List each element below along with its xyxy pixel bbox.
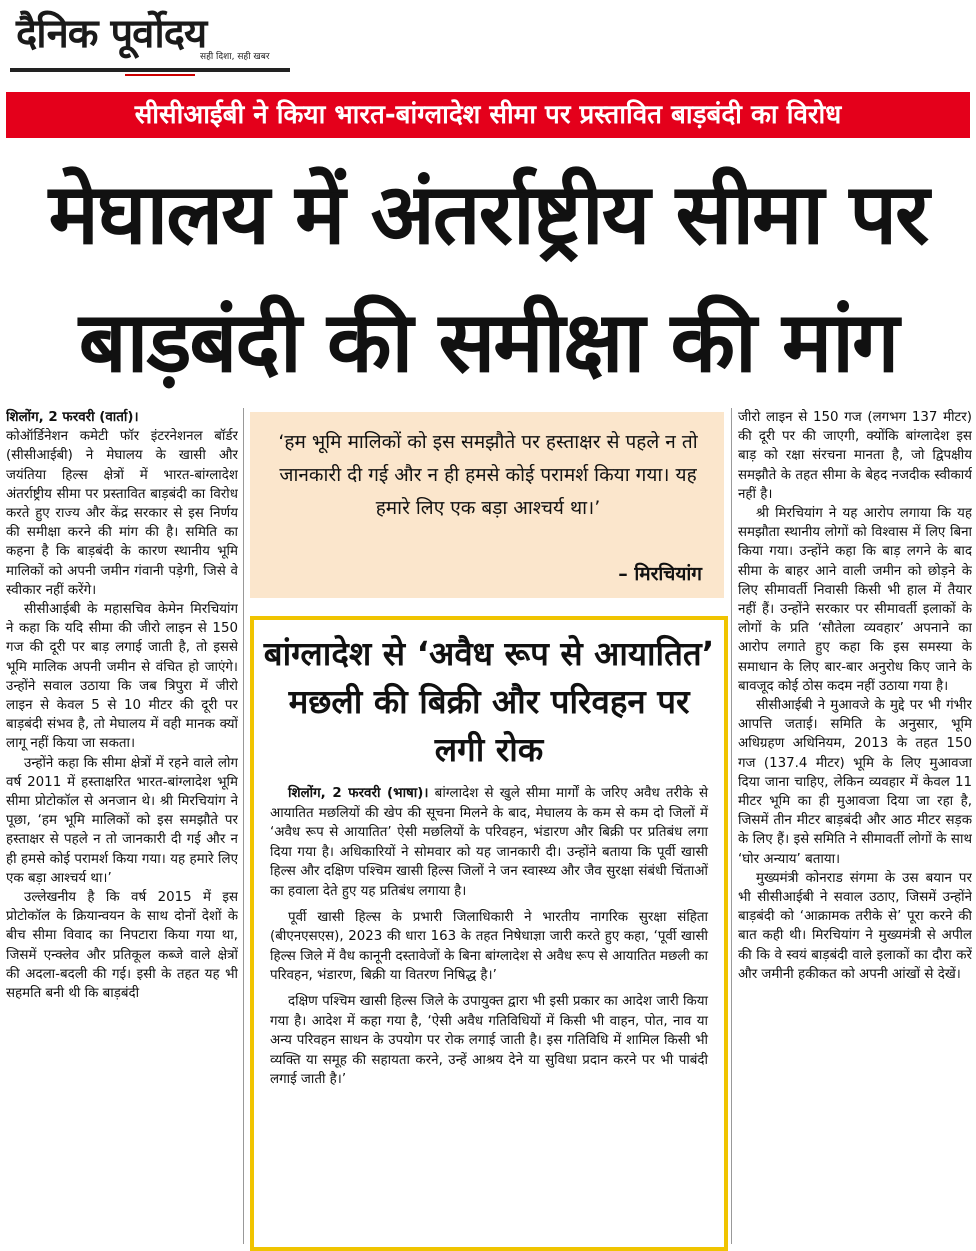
main-paragraph-7: सीसीआईबी ने मुआवजे के मुद्दे पर भी गंभीर आपत्ति जताई। समिति के अनुसार, भूमि अधिग्रहण अधिनियम, 2013 के तहत 150 गज (137.4 मीटर) भूमि के लिए मुआवजा दिया जाना चाहिए, लेकिन व्यवहार में केवल 11 मीटर भूमि का ही मुआवजा दिया जा रहा है, जिसमें तीन मीटर बाड़बंदी और आठ मीटर सड़क के लिए हैं। इसे समिति ने सीमावर्ती लोगों के साथ ‘घोर अन्याय’ बताया।	[738, 698, 972, 867]
main-paragraph-1: कोऑर्डिनेशन कमेटी फॉर इंटरनेशनल बॉर्डर (सीसीआईबी) ने मेघालय के खासी और जयंतिया हिल्स क्षेत्रों में भारत-बांग्लादेश अंतर्राष्ट्रीय सीमा पर प्रस्तावित बाड़बंदी का विरोध करते हुए राज्य और केंद्र सरकार से इस निर्णय की समीक्षा करने की मांग की है। समिति का कहना है कि बाड़बंदी के कारण स्थानीय भूमि मालिकों को अपनी जमीन गंवानी पड़ेगी, जिसे वे स्वीकार नहीं करेंगे।	[6, 429, 238, 598]
masthead	[10, 4, 290, 74]
headline-line-2: बाड़बंदी की समीक्षा की मांग	[78, 293, 898, 391]
pull-quote-box	[250, 412, 724, 598]
masthead-rule	[10, 68, 290, 72]
masthead-accent-rule	[125, 74, 195, 76]
boxed-paragraph-1: बांग्लादेश से खुले सीमा मार्गों के जरिए अवैध तरीके से आयातित मछलियों की खेप की सूचना मिलने के बाद, मेघालय के कम से कम दो जिलों में ‘अवैध रूप से आयातित’ ऐसी मछलियों के परिवहन, भंडारण और बिक्री पर प्रतिबंध लगा दिया गया है। अधिकारियों ने सोमवार को यह जानकारी दी। उन्होंने बताया कि पूर्वी खासी हिल्स और दक्षिण पश्चिम खासी हिल्स जिलों ने जन स्वास्थ्य और जैव सुरक्षा संबंधी चिंताओं का हवाला देते हुए यह प्रतिबंध लगाया है।	[270, 786, 709, 899]
headline-line-1: मेघालय में अंतर्राष्ट्रीय सीमा पर	[48, 165, 928, 263]
pull-quote-author: – मिरचियांग	[618, 563, 702, 585]
boxed-paragraph-2: पूर्वी खासी हिल्स के प्रभारी जिलाधिकारी ने भारतीय नागरिक सुरक्षा संहिता (बीएनएसएस), 2023 की धारा 163 के तहत निषेधाज्ञा जारी करते हुए कहा, ‘पूर्वी खासी हिल्स जिले में वैध कानूनी दस्तावेजों के बिना बांग्लादेश से अवैध रूप से आयातित मछली का परिवहन, भंडारण, बिक्री या वितरण निषिद्ध है।’	[270, 909, 708, 984]
boxed-story-headline: बांग्लादेश से ‘अवैध रूप से आयातित’ मछली की बिक्री और परिवहन पर लगी रोक	[263, 634, 715, 769]
column-divider-right	[731, 408, 732, 1244]
column-divider-left	[243, 408, 244, 1244]
main-headline	[10, 150, 966, 406]
left-column	[6, 408, 238, 1246]
right-column	[738, 408, 972, 1246]
boxed-dateline: शिलोंग, 2 फरवरी (भाषा)।	[288, 786, 429, 801]
main-paragraph-4: उल्लेखनीय है कि वर्ष 2015 में इस प्रोटोकॉल के क्रियान्वयन के साथ दोनों देशों के बीच सीमा विवाद का निपटारा किया गया था, जिसमें एन्क्लेव और प्रतिकूल कब्जे वाले क्षेत्रों की अदला-बदली की गई। इसी के तहत यह भी सहमति बनी थी कि बाड़बंदी	[6, 890, 238, 1002]
main-dateline: शिलोंग, 2 फरवरी (वार्ता)।	[6, 410, 139, 425]
pull-quote-text: ‘हम भूमि मालिकों को इस समझौते पर हस्ताक्षर से पहले न तो जानकारी दी गई और न ही हमसे कोई परामर्श किया गया। यह हमारे लिए एक बड़ा आश्चर्य था।’	[278, 431, 698, 519]
main-paragraph-3: उन्होंने कहा कि सीमा क्षेत्रों में रहने वाले लोग वर्ष 2011 में हस्ताक्षरित भारत-बांग्लादेश भूमि सीमा प्रोटोकॉल से अनजान थे। श्री मिरचियांग ने पूछा, ‘हम भूमि मालिकों को इस समझौते पर हस्ताक्षर से पहले न तो जानकारी दी गई और न ही हमसे कोई परामर्श किया गया। यह हमारे लिए एक बड़ा आश्चर्य था।’	[6, 755, 238, 886]
main-paragraph-8: मुख्यमंत्री कोनराड संगमा के उस बयान पर भी सीसीआईबी ने सवाल उठाए, जिसमें उन्होंने बाड़बंदी को ‘आक्रामक तरीके से’ पूरा करने की बात कही थी। मिरचियांग ने मुख्यमंत्री से अपील की कि वे स्वयं बाड़बंदी वाले इलाकों का दौरा करें और जमीनी हकीकत को अपनी आंखों से देखें।	[738, 870, 972, 982]
masthead-title: दैनिक पूर्वोदय	[16, 11, 207, 57]
main-paragraph-5: जीरो लाइन से 150 गज (लगभग 137 मीटर) की दूरी पर की जाएगी, क्योंकि बांग्लादेश इस बाड़ को रक्षा संरचना मानता है, जो द्विपक्षीय समझौते के तहत सीमा के बेहद नजदीक स्वीकार्य नहीं है।	[738, 410, 972, 502]
boxed-story-body	[270, 784, 708, 1096]
kicker-banner: सीसीआईबी ने किया भारत-बांग्लादेश सीमा पर प्रस्तावित बाड़बंदी का विरोध	[6, 92, 970, 138]
main-paragraph-2: सीसीआईबी के महासचिव केमेन मिरचियांग ने कहा कि यदि सीमा की जीरो लाइन से 150 गज की दूरी पर बाड़ लगाई जाती है, तो इससे भूमि मालिक अपनी जमीन से वंचित हो जाएंगे। उन्होंने सवाल उठाया कि जब त्रिपुरा में जीरो लाइन से केवल 5 से 10 मीटर की दूरी पर बाड़बंदी संभव है, तो मेघालय में वही मानक क्यों लागू नहीं किया जा सकता।	[6, 602, 238, 752]
masthead-tagline: सही दिशा, सही खबर	[200, 52, 270, 62]
boxed-paragraph-3: दक्षिण पश्चिम खासी हिल्स जिले के उपायुक्त द्वारा भी इसी प्रकार का आदेश जारी किया गया है। आदेश में कहा गया है, ‘ऐसी अवैध गतिविधियों में किसी भी वाहन, पोत, नाव या अन्य परिवहन साधन के उपयोग पर रोक लगाई जाती है। इस गतिविधि में शामिल किसी भी व्यक्ति या समूह की सहायता करने, उन्हें आश्रय देने या सुविधा प्रदान करने पर भी पाबंदी लगाई जाती है।’	[270, 993, 708, 1088]
main-paragraph-6: श्री मिरचियांग ने यह आरोप लगाया कि यह समझौता स्थानीय लोगों को विश्वास में लिए बिना किया गया। उन्होंने कहा कि बाड़ लगने के बाद सीमा के बाहर आने वाली जमीन को छोड़ने के लिए सीमावर्ती निवासी किसी भी हाल में तैयार नहीं हैं। उन्होंने सरकार पर सीमावर्ती इलाकों के लोगों के प्रति ‘सौतेला व्यवहार’ अपनाने का आरोप लगाते हुए कहा कि इस समस्या के समाधान के लिए बार-बार अनुरोध किए जाने के बावजूद कोई ठोस कदम नहीं उठाया गया है।	[738, 506, 972, 694]
boxed-story	[250, 616, 728, 1251]
